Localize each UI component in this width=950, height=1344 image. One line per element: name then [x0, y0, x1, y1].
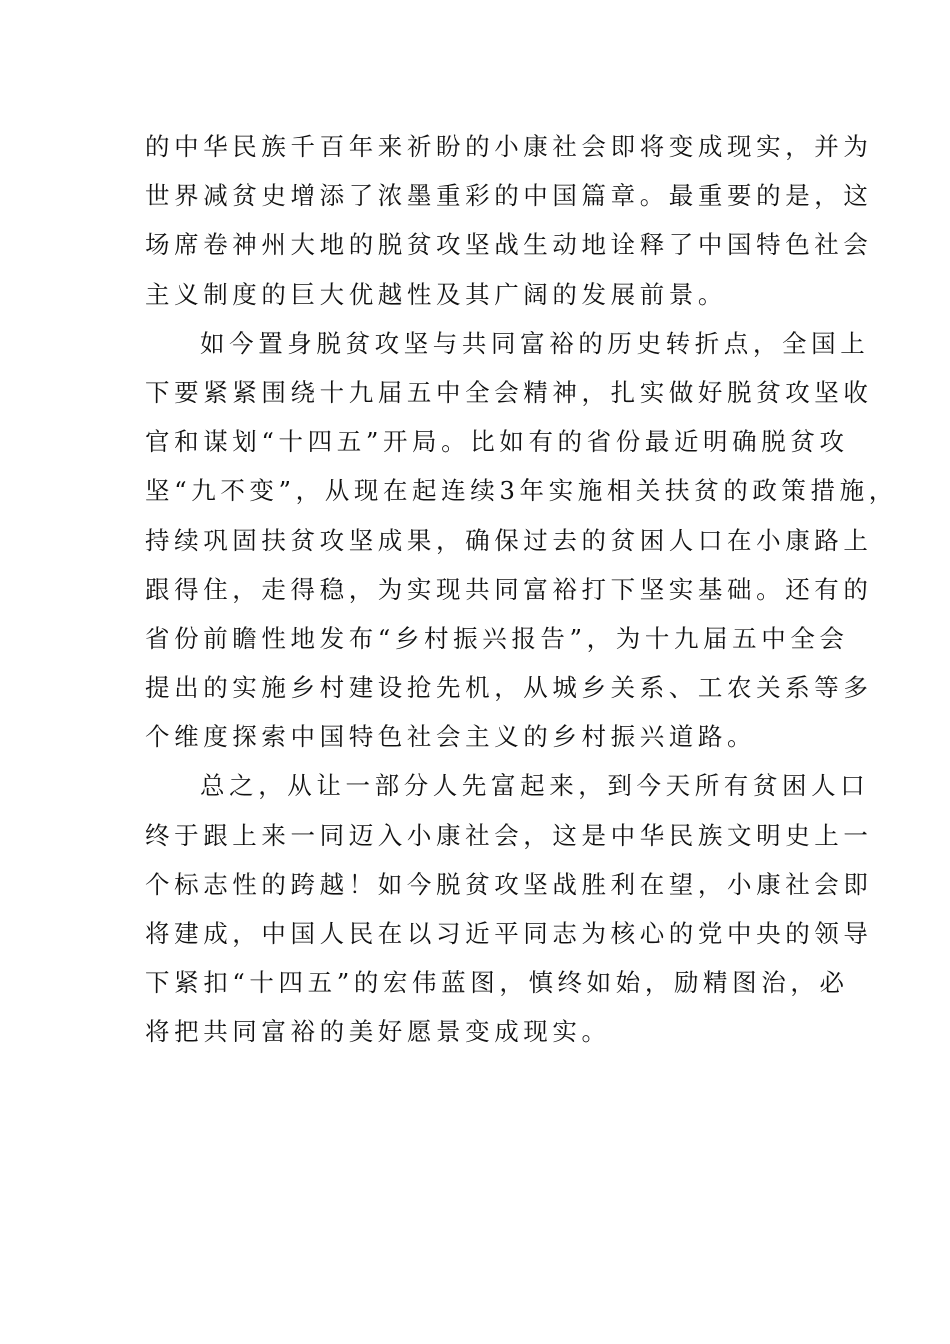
text-line: 持续巩固扶贫攻坚成果，确保过去的贫困人口在小康路上	[145, 525, 873, 555]
text-line: 场席卷神州大地的脱贫攻坚战生动地诠释了中国特色社会	[145, 230, 873, 260]
text-line: 将建成，中国人民在以习近平同志为核心的党中央的领导	[145, 919, 873, 948]
text-line: 如今置身脱贫攻坚与共同富裕的历史转折点，全国上	[200, 328, 870, 358]
text-line: 省份前瞻性地发布“乡村振兴报告”，为十九届五中全会	[145, 623, 849, 653]
text-line: 终于跟上来一同迈入小康社会，这是中华民族文明史上一	[145, 820, 873, 850]
text-line: 将把共同富裕的美好愿景变成现实。	[145, 1017, 611, 1047]
text-line: 总之，从让一部分人先富起来，到今天所有贫困人口	[200, 771, 870, 801]
text-line: 坚“九不变”，从现在起连续3年实施相关扶贫的政策措施，	[145, 476, 898, 506]
text-line: 的中华民族千百年来祈盼的小康社会即将变成现实，并为	[145, 132, 873, 161]
text-line: 跟得住，走得稳，为实现共同富裕打下坚实基础。还有的	[145, 574, 873, 604]
text-line: 下紧扣“十四五”的宏伟蓝图，慎终如始，励精图治，必	[145, 968, 849, 998]
body-text	[145, 122, 898, 1057]
text-line: 世界减贫史增添了浓墨重彩的中国篇章。最重要的是，这	[145, 181, 873, 211]
text-line: 主义制度的巨大优越性及其广阔的发展前景。	[145, 279, 727, 309]
paragraph-2	[145, 319, 898, 762]
text-line: 下要紧紧围绕十九届五中全会精神，扎实做好脱贫攻坚收	[145, 377, 873, 407]
text-line: 个标志性的跨越！如今脱贫攻坚战胜利在望，小康社会即	[145, 869, 873, 899]
paragraph-3	[145, 761, 873, 1056]
text-line: 官和谋划“十四五”开局。比如有的省份最近明确脱贫攻	[145, 427, 849, 457]
paragraph-1	[145, 122, 873, 319]
text-line: 提出的实施乡村建设抢先机，从城乡关系、工农关系等多	[145, 673, 873, 703]
text-line: 个维度探索中国特色社会主义的乡村振兴道路。	[145, 722, 757, 752]
